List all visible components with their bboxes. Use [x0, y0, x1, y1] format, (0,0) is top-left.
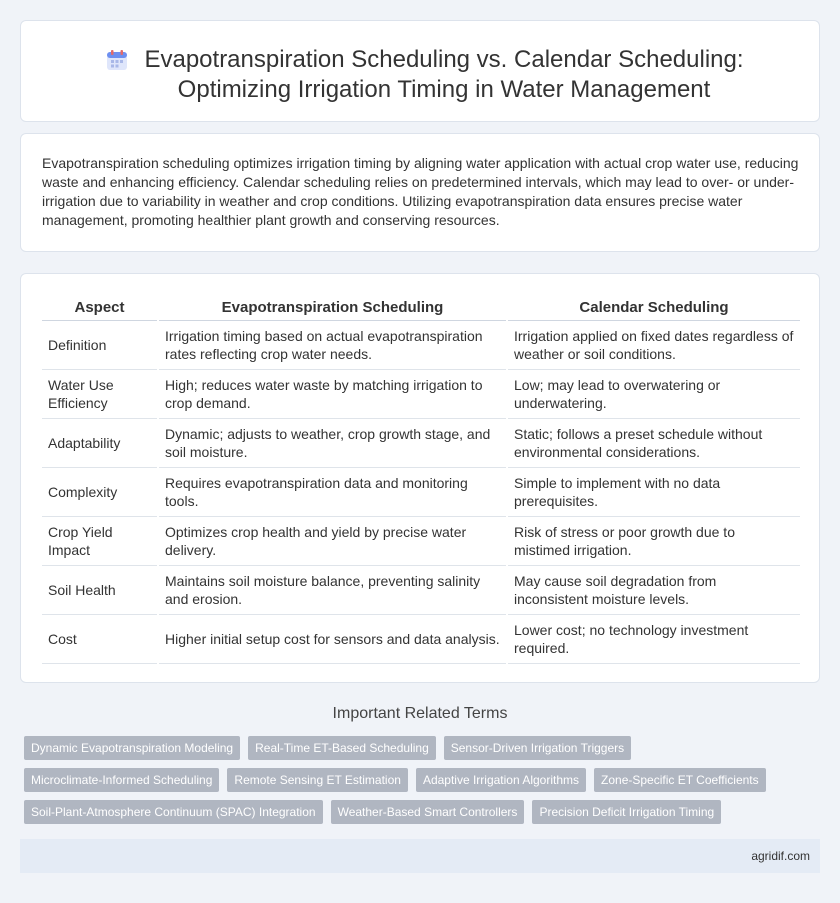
aspect-cell: Cost	[42, 615, 158, 664]
title-line-1: Evapotranspiration Scheduling vs. Calendar Scheduling:	[144, 46, 744, 73]
calendar-cell: Static; follows a preset schedule without environmental considerations.	[507, 419, 800, 468]
et-cell: Irrigation timing based on actual evapotranspiration rates reflecting crop water needs.	[158, 321, 507, 370]
et-cell: Higher initial setup cost for sensors and data analysis.	[158, 615, 507, 664]
related-terms-list	[24, 736, 824, 832]
related-term-tag[interactable]: Dynamic Evapotranspiration Modeling	[24, 736, 240, 760]
calendar-cell: Simple to implement with no data prerequisites.	[507, 468, 800, 517]
tag-row	[24, 768, 824, 792]
table-row	[42, 468, 800, 517]
aspect-cell: Definition	[42, 321, 158, 370]
table-row	[42, 419, 800, 468]
comparison-table	[42, 296, 800, 664]
related-term-tag[interactable]: Microclimate-Informed Scheduling	[24, 768, 219, 792]
related-term-tag[interactable]: Sensor-Driven Irrigation Triggers	[444, 736, 631, 760]
header-calendar-scheduling: Calendar Scheduling	[507, 296, 800, 321]
footer-site-link[interactable]: agridif.com	[751, 849, 810, 863]
aspect-cell: Adaptability	[42, 419, 158, 468]
et-cell: High; reduces water waste by matching irrigation to crop demand.	[158, 370, 507, 419]
calendar-icon	[105, 48, 129, 72]
tag-row	[24, 800, 824, 824]
title-block	[21, 45, 819, 105]
header-aspect: Aspect	[42, 296, 158, 321]
et-cell: Optimizes crop health and yield by precise water delivery.	[158, 517, 507, 566]
et-cell: Maintains soil moisture balance, preventing salinity and erosion.	[158, 566, 507, 615]
calendar-cell: Lower cost; no technology investment required.	[507, 615, 800, 664]
aspect-cell: Soil Health	[42, 566, 158, 615]
title-card	[20, 20, 820, 122]
et-cell: Dynamic; adjusts to weather, crop growth stage, and soil moisture.	[158, 419, 507, 468]
table-header-row	[42, 296, 800, 321]
tag-row	[24, 736, 824, 760]
aspect-cell: Crop Yield Impact	[42, 517, 158, 566]
intro-paragraph: Evapotranspiration scheduling optimizes irrigation timing by aligning water application with actual crop water use, reducing waste and enhancing efficiency. Calendar scheduling relies on predetermined intervals, which may lead to over- or under-irrigation due to variability in weather and crop conditions. Utilizing evapotranspiration data ensures precise water management, promoting healthier plant growth and conserving resources.	[42, 155, 799, 228]
page-title	[21, 45, 819, 105]
calendar-cell: Irrigation applied on fixed dates regardless of weather or soil conditions.	[507, 321, 800, 370]
calendar-cell: Risk of stress or poor growth due to mistimed irrigation.	[507, 517, 800, 566]
intro-card	[20, 133, 820, 252]
calendar-cell: May cause soil degradation from inconsistent moisture levels.	[507, 566, 800, 615]
related-term-tag[interactable]: Precision Deficit Irrigation Timing	[532, 800, 721, 824]
footer-bar	[20, 839, 820, 873]
related-term-tag[interactable]: Adaptive Irrigation Algorithms	[416, 768, 586, 792]
table-row	[42, 566, 800, 615]
related-term-tag[interactable]: Real-Time ET-Based Scheduling	[248, 736, 436, 760]
et-cell: Requires evapotranspiration data and monitoring tools.	[158, 468, 507, 517]
related-term-tag[interactable]: Soil-Plant-Atmosphere Continuum (SPAC) Integration	[24, 800, 323, 824]
related-terms-heading: Important Related Terms	[332, 705, 508, 722]
aspect-cell: Water Use Efficiency	[42, 370, 158, 419]
aspect-cell: Complexity	[42, 468, 158, 517]
table-row	[42, 615, 800, 664]
comparison-card	[20, 273, 820, 683]
related-term-tag[interactable]: Weather-Based Smart Controllers	[331, 800, 525, 824]
table-row	[42, 370, 800, 419]
related-term-tag[interactable]: Zone-Specific ET Coefficients	[594, 768, 766, 792]
calendar-cell: Low; may lead to overwatering or underwatering.	[507, 370, 800, 419]
table-row	[42, 517, 800, 566]
title-line-2: Optimizing Irrigation Timing in Water Management	[177, 76, 711, 103]
header-et-scheduling: Evapotranspiration Scheduling	[158, 296, 507, 321]
related-term-tag[interactable]: Remote Sensing ET Estimation	[227, 768, 408, 792]
table-row	[42, 321, 800, 370]
